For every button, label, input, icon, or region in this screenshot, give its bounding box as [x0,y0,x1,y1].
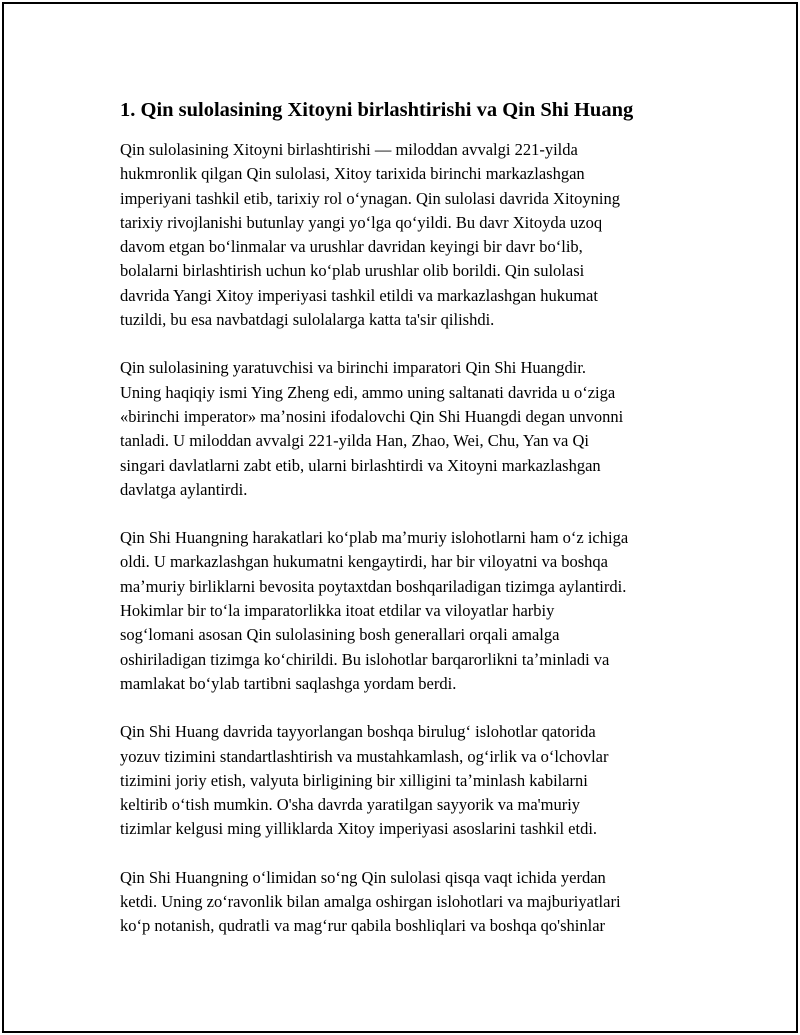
section-heading: 1. Qin sulolasining Xitoyni birlashtirishi va Qin Shi Huang [120,99,634,121]
paragraph-line: oldi. U markazlashgan hukumatni kengaytirdi, har bir viloyatni va boshqa [120,552,609,572]
paragraph-line: yozuv tizimini standartlashtirish va mustahkamlash, ogʻirlik va oʻlchovlar [120,746,609,766]
paragraph-line: Qin Shi Huang davrida tayyorlangan boshqa birulugʻ islohotlar qatorida [120,722,596,742]
paragraph-line: davom etgan boʻlinmalar va urushlar davridan keyingi bir davr boʻlib, [120,237,583,257]
paragraph-line: tizimlar kelgusi ming yilliklarda Xitoy imperiyasi asoslarini tashkil etdi. [120,819,598,839]
paragraph [120,720,700,841]
paragraph-line: «birinchi imperator» maʼnosini ifodalovchi Qin Shi Huangdi degan unvonni [120,406,624,426]
paragraph-line: tanladi. U miloddan avvalgi 221-yilda Han, Zhao, Wei, Chu, Yan va Qi [120,431,590,451]
paragraph-line: Hokimlar bir toʻla imparatorlikka itoat etdilar va viloyatlar harbiy [120,601,555,621]
paragraph-line: singari davlatlarni zabt etib, ularni birlashtirdi va Xitoyni markazlashgan [120,455,601,475]
paragraph-line: tuzildi, bu esa navbatdagi sulolalarga katta ta'sir qilishdi. [120,310,495,330]
paragraph-line: Qin Shi Huangning oʻlimidan soʻng Qin sulolasi qisqa vaqt ichida yerdan [120,867,606,887]
paragraph [120,138,700,332]
paragraph-line: hukmronlik qilgan Qin sulolasi, Xitoy tarixida birinchi markazlashgan [120,164,585,184]
paragraph-line: oshiriladigan tizimga koʻchirildi. Bu islohotlar barqarorlikni taʼminladi va [120,649,610,669]
paragraph [120,866,700,939]
paragraph-line: tizimini joriy etish, valyuta birligining bir xilligini taʼminlash kabilarni [120,770,588,790]
paragraph-line: tarixiy rivojlanishi butunlay yangi yoʻlga qoʻyildi. Bu davr Xitoyda uzoq [120,212,603,232]
paragraph-line: davrida Yangi Xitoy imperiyasi tashkil etildi va markazlashgan hukumat [120,285,598,305]
paragraph-line: Qin sulolasining Xitoyni birlashtirishi — miloddan avvalgi 221-yilda [120,140,578,159]
paragraph-line: keltirib oʻtish mumkin. O'sha davrda yaratilgan sayyorik va ma'muriy [120,795,581,815]
paragraph-line: Qin Shi Huangning harakatlari koʻplab maʼmuriy islohotlarni ham oʻz ichiga [120,528,629,548]
paragraph-line: mamlakat boʻylab tartibni saqlashga yordam berdi. [120,673,457,693]
paragraph [120,356,700,502]
document-body [120,96,700,963]
paragraph-line: ketdi. Uning zoʻravonlik bilan amalga oshirgan islohotlari va majburiyatlari [120,892,621,912]
paragraph-line: Qin sulolasining yaratuvchisi va birinchi imparatori Qin Shi Huangdir. [120,358,587,378]
paragraph-line: sogʻlomani asosan Qin sulolasining bosh generallari orqali amalga [120,625,560,645]
paragraph-line: imperiyani tashkil etib, tarixiy rol oʻynagan. Qin sulolasi davrida Xitoyning [120,188,620,208]
paragraph-line: bolalarni birlashtirish uchun koʻplab urushlar olib borildi. Qin sulolasi [120,261,585,281]
page-frame [2,2,798,1033]
paragraph-line: maʼmuriy birliklarni bevosita poytaxtdan boshqariladigan tizimga aylantirdi. [120,576,627,596]
paragraph-line: davlatga aylantirdi. [120,479,248,499]
paragraph [120,526,700,696]
paragraph-list [120,138,700,939]
paragraph-line: Uning haqiqiy ismi Ying Zheng edi, ammo uning saltanati davrida u oʻziga [120,382,616,402]
paragraph-line: koʻp notanish, qudratli va magʻrur qabila boshliqlari va boshqa qo'shinlar [120,916,606,936]
